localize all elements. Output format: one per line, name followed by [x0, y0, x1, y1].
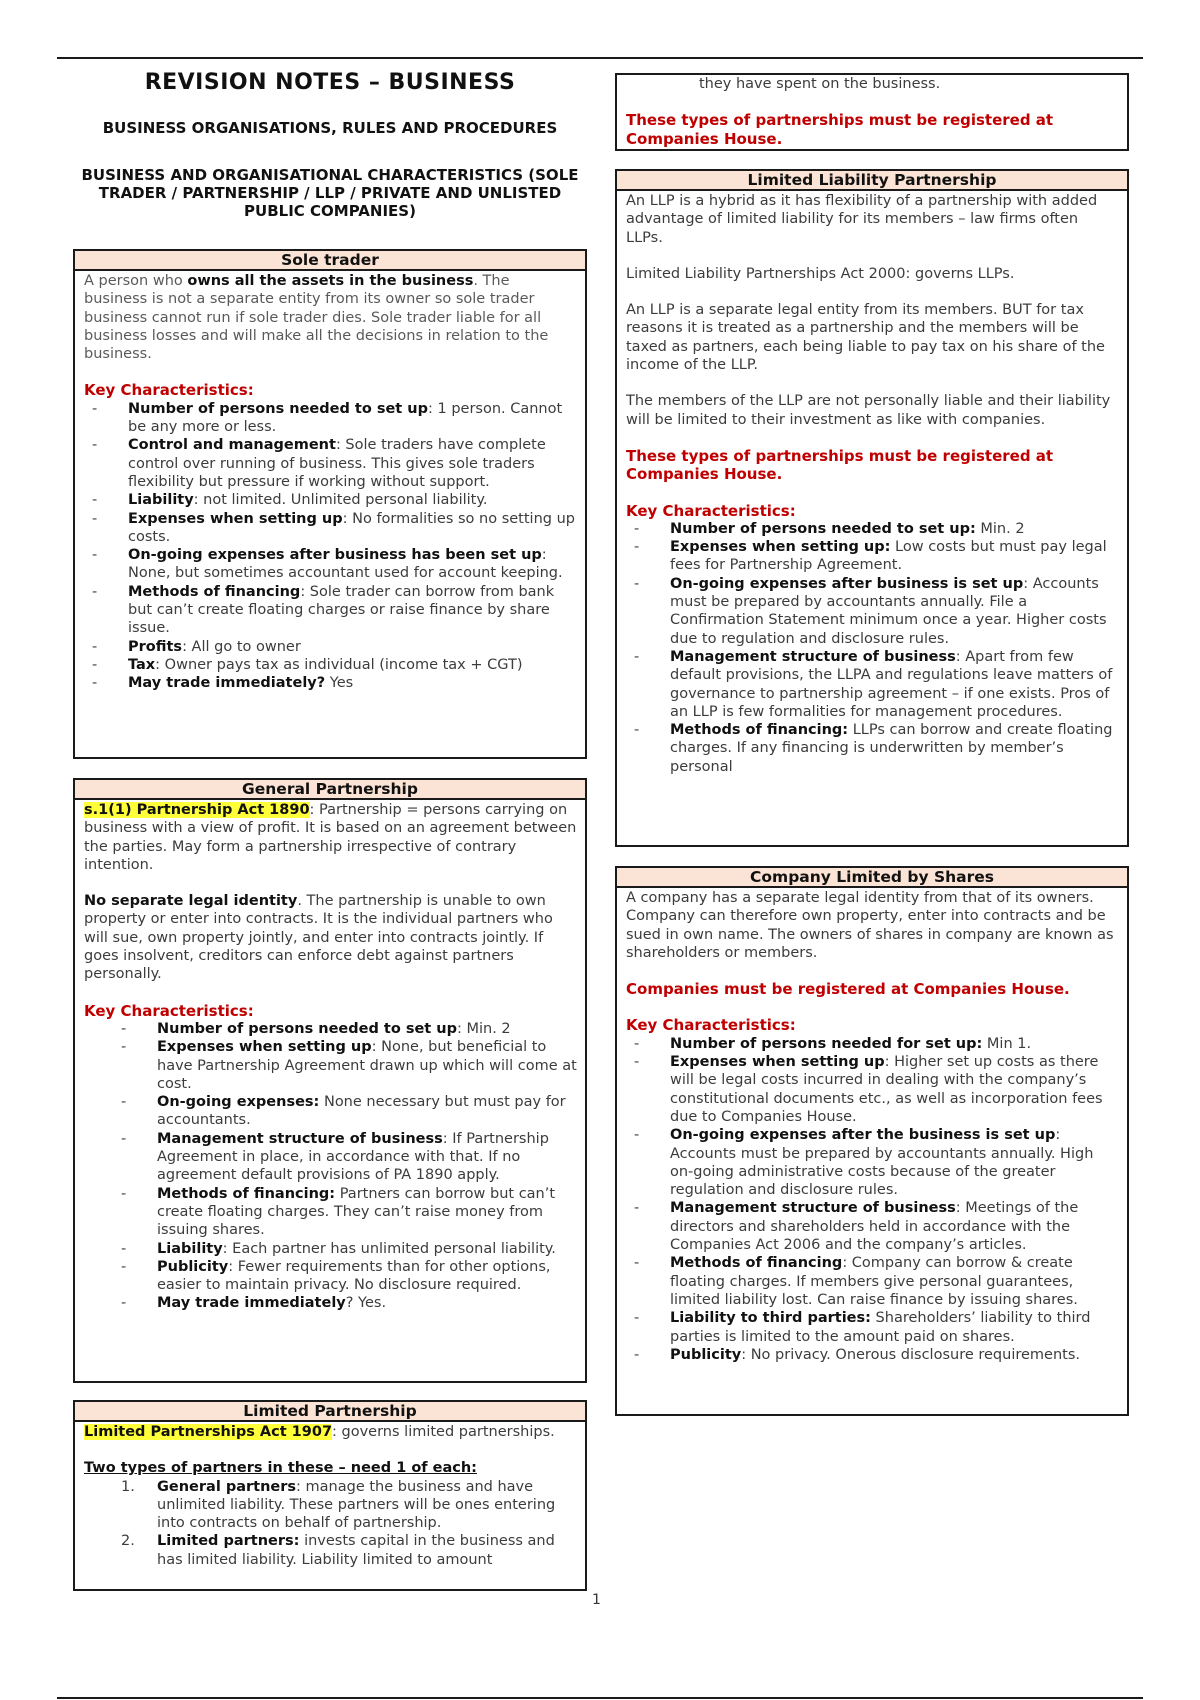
box-heading: Sole trader	[75, 251, 585, 271]
list-item: - On-going expenses after the business is set up: Accounts must be prepared by accountants annually. High on-going administrative costs because of the greater regulation and disclosure rules.	[626, 1126, 1119, 1199]
key-characteristics-label: Key Characteristics:	[626, 501, 796, 520]
sole-trader-box	[73, 249, 587, 759]
list-item: - Liability: not limited. Unlimited personal liability.	[84, 491, 577, 509]
registration-note: Companies must be registered at Companies House.	[626, 980, 1070, 999]
list-item: - Control and management: Sole traders have complete control over running of business. This gives sole traders flexibility but pressure if working without support.	[84, 436, 577, 491]
list-item: - Expenses when setting up: No formalities so no setting up costs.	[84, 510, 577, 547]
general-partnership-box	[73, 778, 587, 1383]
list-item: - Number of persons needed to set up: Min. 2	[626, 520, 1119, 538]
company-box	[615, 866, 1129, 1416]
list-item: - Publicity: Fewer requirements than for other options, easier to maintain privacy. No disclosure required.	[84, 1258, 577, 1295]
paragraph: A company has a separate legal identity from that of its owners. Company can therefore own property, enter into contracts and be sued in own name. The owners of shares in company are known as shareholders or members.	[626, 890, 1114, 961]
list-item: - Publicity: No privacy. Onerous disclosure requirements.	[626, 1346, 1119, 1364]
paragraph: The members of the LLP are not personally liable and their liability will be limited to their investment as like with companies.	[626, 393, 1111, 428]
list-item: - Methods of financing: LLPs can borrow and create floating charges. If any financing is underwritten by member’s personal	[626, 721, 1119, 776]
registration-note: These types of partnerships must be registered at Companies House.	[626, 446, 1054, 484]
limited-partnership-box	[73, 1400, 587, 1591]
registration-note: These types of partnerships must be registered at Companies House.	[626, 111, 1054, 148]
list-item: - Number of persons needed to set up: Min. 2	[84, 1020, 577, 1038]
list-item: - Expenses when setting up: Low costs but must pay legal fees for Partnership Agreement.	[626, 538, 1119, 575]
list-item: - Profits: All go to owner	[84, 638, 577, 656]
list-item: - May trade immediately? Yes	[84, 674, 577, 692]
key-characteristics-label: Key Characteristics:	[626, 1016, 796, 1035]
box-heading: Limited Partnership	[75, 1402, 585, 1422]
list-item: - Liability: Each partner has unlimited personal liability.	[84, 1240, 577, 1258]
list-item: - Methods of financing: Partners can borrow but can’t create floating charges. They can’t raise money from issuing shares.	[84, 1185, 577, 1240]
list-item: - Methods of financing: Company can borrow & create floating charges. If members give personal guarantees, limited liability lost. Can raise finance by issuing shares.	[626, 1254, 1119, 1309]
list-item: - On-going expenses after business has been set up: None, but sometimes accountant used for account keeping.	[84, 546, 577, 583]
limited-partnership-continued-box	[615, 73, 1129, 151]
list-item: - Tax: Owner pays tax as individual (income tax + CGT)	[84, 656, 577, 674]
subtitle: BUSINESS ORGANISATIONS, RULES AND PROCEDURES	[102, 119, 558, 137]
characteristics-list	[84, 1020, 577, 1313]
intro-paragraph: A person who owns all the assets in the business. The business is not a separate entity from its owner so sole trader business cannot run if sole trader dies. Sole trader liable for all business losses and will make all the decisions in relation to the business.	[84, 273, 549, 363]
paragraph: Limited Liability Partnerships Act 2000: governs LLPs.	[626, 265, 1015, 282]
page-number: 1	[592, 1592, 601, 1608]
key-characteristics-label: Key Characteristics:	[84, 1001, 254, 1020]
list-item: - On-going expenses after business is set up: Accounts must be prepared by accountants annually. File a Confirmation Statement minimum once a year. Higher costs due to regulation and disclosure rules.	[626, 575, 1119, 648]
partner-types-list	[84, 1478, 577, 1569]
box-heading: General Partnership	[75, 780, 585, 800]
list-item: 1. General partners: manage the business and have unlimited liability. These partners will be ones entering into contracts on behalf of partnership.	[121, 1478, 556, 1532]
list-item: - Number of persons needed to set up: 1 person. Cannot be any more or less.	[84, 400, 577, 437]
intro-paragraph: Limited Partnerships Act 1907: governs limited partnerships.	[84, 1424, 555, 1440]
key-characteristics-label: Key Characteristics:	[84, 381, 254, 400]
list-item: - Management structure of business: Apart from few default provisions, the LLPA and regulations leave matters of governance to partnership agreement – if one exists. Pros of an LLP is few formalities for management procedures.	[626, 648, 1119, 721]
paragraph: An LLP is a separate legal entity from its members. BUT for tax reasons it is treated as a partnership and the members will be taxed as partners, each being liable to pay tax on his share of the income of the LLP.	[626, 302, 1105, 374]
intro-paragraph: s.1(1) Partnership Act 1890: Partnership = persons carrying on business with a view of profit. It is based on an agreement between the parties. May form a partnership irrespective of contrary intention.	[84, 802, 577, 873]
characteristics-list	[626, 1035, 1119, 1364]
two-types-heading: Two types of partners in these – need 1 of each:	[84, 1460, 477, 1477]
list-item: - Management structure of business: Meetings of the directors and shareholders held in accordance with the Companies Act 2006 and the company’s articles.	[626, 1199, 1119, 1254]
top-rule	[57, 57, 1143, 59]
box-heading: Company Limited by Shares	[617, 868, 1127, 888]
page-title: REVISION NOTES – BUSINESS	[144, 70, 516, 95]
bottom-rule	[57, 1697, 1143, 1699]
list-item: - May trade immediately? Yes.	[84, 1294, 577, 1312]
list-item: - Expenses when setting up: None, but beneficial to have Partnership Agreement drawn up which will come at cost.	[84, 1038, 577, 1093]
box-heading: Limited Liability Partnership	[617, 171, 1127, 191]
list-item: 2. Limited partners: invests capital in the business and has limited liability. Liability limited to amount	[121, 1533, 555, 1568]
list-item: - Expenses when setting up: Higher set up costs as there will be legal costs incurred in dealing with the company’s constitutional documents etc., as well as incorporation fees due to Companies House.	[626, 1053, 1119, 1126]
title-block	[74, 70, 586, 220]
characteristics-list	[84, 400, 577, 693]
legal-identity-paragraph: No separate legal identity. The partnership is unable to own property or enter into contracts. It is the individual partners who will sue, own property jointly, and enter into contracts jointly. If goes insolvent, creditors can enforce debt against partners personally.	[84, 893, 553, 983]
list-item: - Liability to third parties: Shareholders’ liability to third parties is limited to the amount paid on shares.	[626, 1309, 1119, 1346]
section-title: BUSINESS AND ORGANISATIONAL CHARACTERISTICS (SOLE TRADER / PARTNERSHIP / LLP / PRIVATE AND UNLISTED PUBLIC COMPANIES)	[81, 166, 579, 220]
characteristics-list	[626, 520, 1119, 776]
list-item: - Methods of financing: Sole trader can borrow from bank but can’t create floating charges or raise finance by share issue.	[84, 583, 577, 638]
llp-box	[615, 169, 1129, 847]
paragraph: An LLP is a hybrid as it has flexibility of a partnership with added advantage of limited liability for its members – law firms often LLPs.	[626, 193, 1098, 246]
list-item: - Number of persons needed for set up: Min 1.	[626, 1035, 1119, 1053]
list-item: - On-going expenses: None necessary but must pay for accountants.	[84, 1093, 577, 1130]
list-item: - Management structure of business: If Partnership Agreement in place, in accordance with that. If no agreement default provisions of PA 1890 apply.	[84, 1130, 577, 1185]
continued-text: they have spent on the business.	[699, 76, 941, 92]
